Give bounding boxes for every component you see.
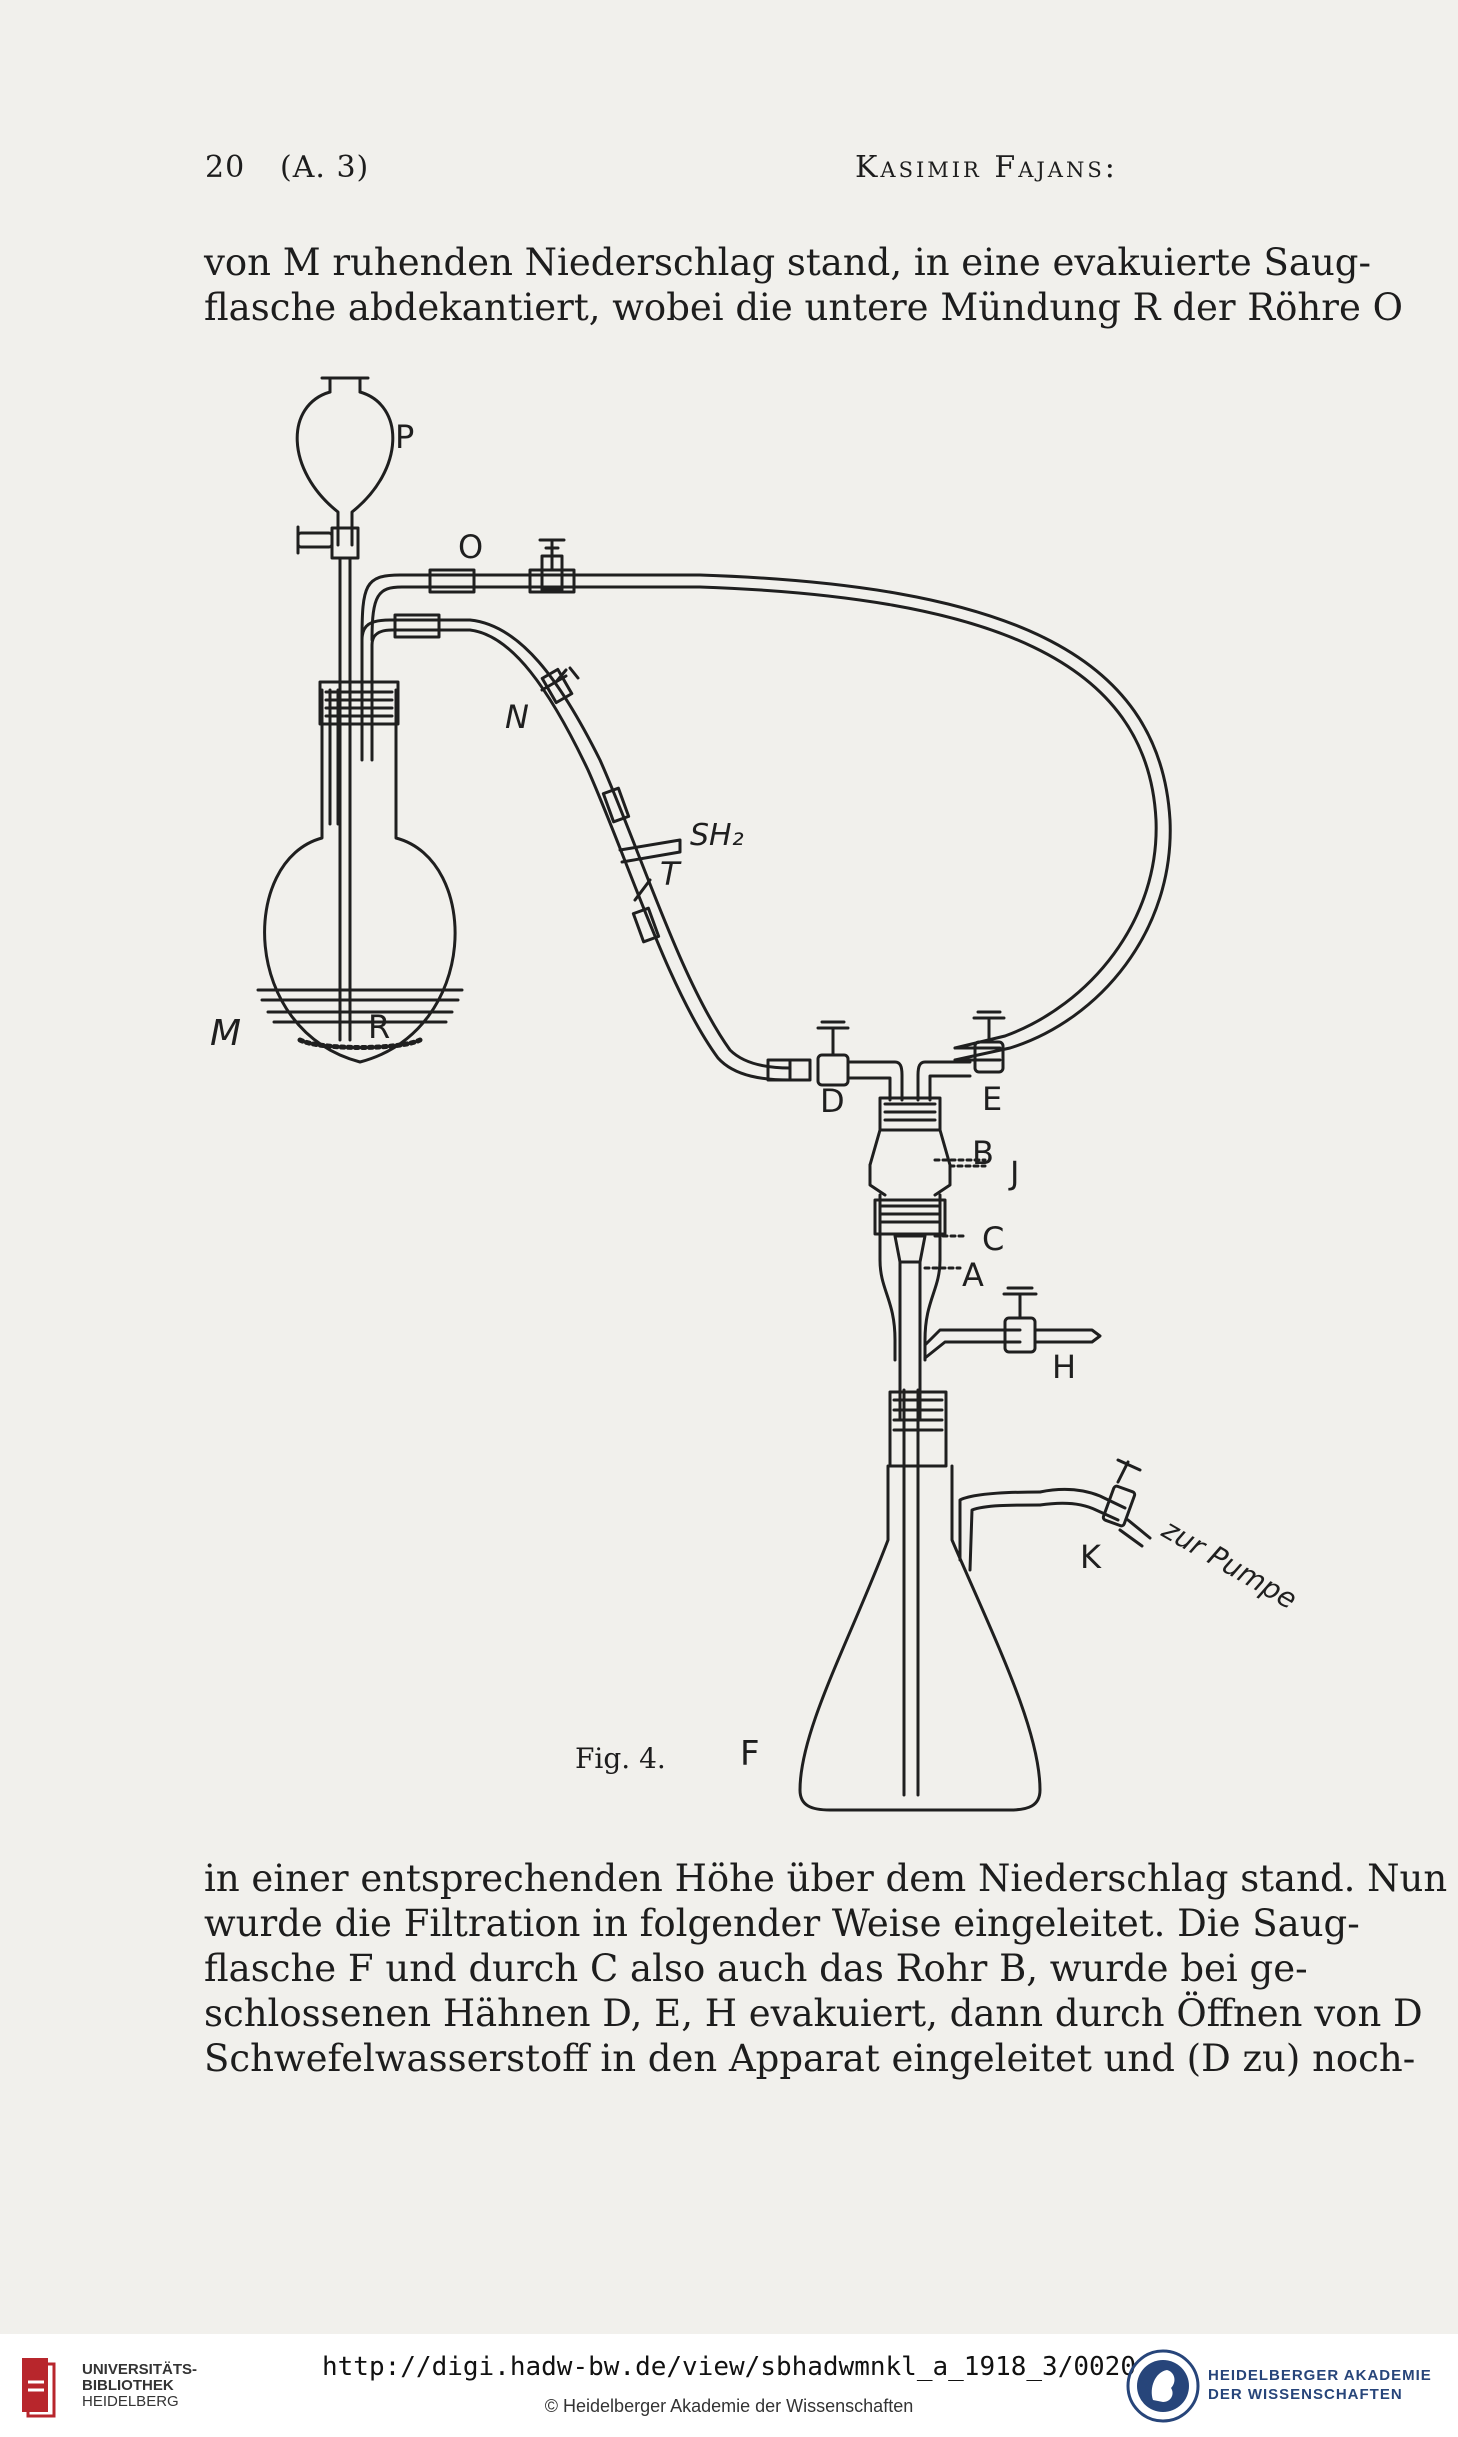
paragraph-top bbox=[204, 240, 1403, 330]
paragraph-bottom bbox=[204, 1856, 1448, 2081]
volume-reference: (A. 3) bbox=[280, 150, 370, 185]
text-line: flasche F und durch C also auch das Rohr B, wurde bei ge- bbox=[204, 1947, 1308, 1990]
page-number: 20 bbox=[205, 150, 246, 185]
label-j: J bbox=[1010, 1154, 1020, 1192]
text-line: flasche abdekantiert, wobei die untere Mündung R der Röhre O bbox=[204, 286, 1403, 329]
label-m: M bbox=[210, 1013, 242, 1054]
label-b: B bbox=[972, 1134, 994, 1172]
label-zur-pumpe: zur Pumpe bbox=[1156, 1512, 1303, 1616]
text-line: wurde die Filtration in folgender Weise eingeleitet. Die Saug- bbox=[204, 1902, 1360, 1945]
library-name-line: HEIDELBERG bbox=[82, 2393, 179, 2410]
pump-tube-k bbox=[1040, 1460, 1150, 1546]
label-h: H bbox=[1052, 1348, 1077, 1386]
label-d: D bbox=[820, 1082, 845, 1120]
suction-flask-f bbox=[800, 1390, 1040, 1810]
figure-label-f: F bbox=[740, 1734, 760, 1774]
copyright-notice: © Heidelberger Akademie der Wissenschaften bbox=[544, 2396, 914, 2416]
academy-name-line: DER WISSENSCHAFTEN bbox=[1208, 2386, 1403, 2403]
label-o: O bbox=[458, 528, 484, 566]
label-t: T bbox=[660, 855, 680, 893]
label-k: K bbox=[1080, 1538, 1101, 1576]
running-header bbox=[205, 150, 1305, 190]
text-line: schlossenen Hähnen D, E, H evakuiert, dann durch Öffnen von D bbox=[204, 1992, 1423, 2035]
text-line: von M ruhenden Niederschlag stand, in eine evakuierte Saug- bbox=[204, 241, 1371, 284]
academy-name-line: HEIDELBERGER AKADEMIE bbox=[1208, 2367, 1432, 2384]
round-flask-m bbox=[258, 682, 462, 1062]
apparatus-figure bbox=[0, 370, 1458, 1830]
label-sh2: SH₂ bbox=[690, 818, 744, 853]
academy-name bbox=[1208, 2366, 1432, 2404]
label-r: R bbox=[368, 1008, 391, 1046]
document-url-link[interactable]: http://digi.hadw-bw.de/view/sbhadwmnkl_a_1918_3/0020 bbox=[322, 2352, 1136, 2382]
label-a: A bbox=[962, 1256, 984, 1294]
figure-caption: Fig. 4. bbox=[575, 1742, 666, 1775]
text-line: Schwefelwasserstoff in den Apparat eingeleitet und (D zu) noch- bbox=[204, 2037, 1416, 2080]
figure-labels bbox=[210, 418, 1303, 1616]
siphon-tube-o bbox=[362, 540, 1170, 1060]
label-c: C bbox=[982, 1220, 1005, 1258]
viewer-footer bbox=[0, 2334, 1458, 2437]
library-name-line: UNIVERSITÄTS- bbox=[82, 2361, 198, 2378]
running-title-author: Kasimir Fajans: bbox=[855, 150, 1118, 185]
label-n: N bbox=[505, 698, 529, 736]
text-line: in einer entsprechenden Höhe über dem Niederschlag stand. Nun bbox=[204, 1857, 1448, 1900]
library-name-line: BIBLIOTHEK bbox=[82, 2377, 174, 2394]
academy-seal-icon bbox=[1125, 2348, 1201, 2424]
label-e: E bbox=[982, 1080, 1003, 1118]
label-p: P bbox=[395, 418, 415, 456]
